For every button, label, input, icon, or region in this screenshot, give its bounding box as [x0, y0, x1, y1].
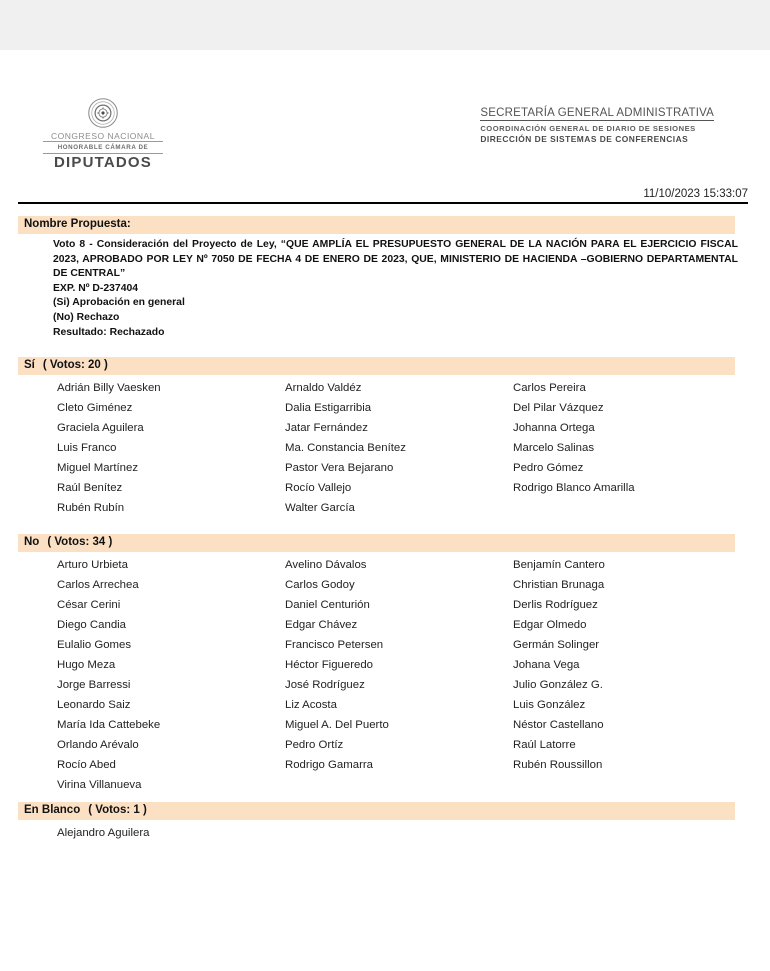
- congreso-logo: [43, 98, 163, 171]
- voter-name: Raúl Latorre: [513, 739, 576, 751]
- voter-name: José Rodríguez: [285, 679, 365, 691]
- band-label-en-blanco: [24, 804, 147, 816]
- document-header: [0, 50, 770, 171]
- voter-name: Dalia Estigarribia: [285, 402, 372, 414]
- voter-name: Julio González G.: [513, 679, 603, 691]
- voter-name: Eulalio Gomes: [57, 639, 132, 651]
- logo-line-diputados: DIPUTADOS: [53, 154, 153, 171]
- voter-name: Carlos Pereira: [513, 382, 586, 394]
- voter-name: Miguel Martínez: [57, 462, 139, 474]
- voter-name: Arturo Urbieta: [57, 559, 128, 571]
- voter-name: Héctor Figueredo: [285, 659, 374, 671]
- band-label-si: [24, 359, 108, 371]
- voter-name: Jorge Barressi: [57, 679, 131, 691]
- voter-name: Jatar Fernández: [285, 422, 368, 434]
- voter-name: Miguel A. Del Puerto: [285, 719, 389, 731]
- voter-name: Edgar Chávez: [285, 619, 358, 631]
- voter-name: Johana Vega: [513, 659, 580, 671]
- voter-name: Arnaldo Valdéz: [285, 382, 362, 394]
- band-no: [18, 534, 735, 552]
- voter-name: Diego Candia: [57, 619, 127, 631]
- voter-name: Derlis Rodríguez: [513, 599, 598, 611]
- voter-name: Hugo Meza: [57, 659, 116, 671]
- voter-name: Carlos Godoy: [285, 579, 355, 591]
- voter-name: Alejandro Aguilera: [57, 827, 150, 839]
- voter-name: Ma. Constancia Benítez: [285, 442, 406, 454]
- band-en-blanco: [18, 802, 735, 820]
- proposal-line-3: (No) Rechazo: [53, 311, 120, 323]
- secretaria-header: [480, 107, 714, 145]
- voter-name: Liz Acosta: [285, 699, 337, 711]
- voter-name: Francisco Petersen: [285, 639, 384, 651]
- voter-name: Pedro Gómez: [513, 462, 584, 474]
- voter-name: Rubén Rubín: [57, 502, 125, 514]
- voter-name: Benjamín Cantero: [513, 559, 605, 571]
- voter-name: María Ida Cattebeke: [57, 719, 161, 731]
- voter-name: Pastor Vera Bejarano: [285, 462, 394, 474]
- section-votes-si: ( Votos: 20 ): [42, 359, 108, 371]
- voter-name: Rocío Vallejo: [285, 482, 352, 494]
- voter-name: Rubén Roussillon: [513, 759, 603, 771]
- voter-name: Walter García: [285, 502, 355, 514]
- top-gray-band: [0, 0, 770, 50]
- voter-name: Rodrigo Blanco Amarilla: [513, 482, 635, 494]
- voter-name: Raúl Benítez: [57, 482, 123, 494]
- voter-name: Edgar Olmedo: [513, 619, 587, 631]
- section-name-no: No: [24, 536, 40, 548]
- voter-name: Cleto Giménez: [57, 402, 133, 414]
- voter-name: Néstor Castellano: [513, 719, 604, 731]
- section-name-en-blanco: En Blanco: [24, 804, 81, 816]
- timestamp-row: [18, 184, 748, 202]
- section-votes-en-blanco: ( Votos: 1 ): [88, 804, 147, 816]
- voter-name: Germán Solinger: [513, 639, 600, 651]
- voter-name: Rodrigo Gamarra: [285, 759, 373, 771]
- band-si: [18, 357, 735, 375]
- voter-name: Carlos Arrechea: [57, 579, 139, 591]
- band-label-no: [24, 536, 112, 548]
- voter-name: Luis Franco: [57, 442, 117, 454]
- proposal-line-0: Voto 8 - Consideración del Proyecto de Ley, “QUE AMPLÍA EL PRESUPUESTO GENERAL DE LA NACIÓN PARA EL EJERCICIO FISCAL 2023, APROBADO POR LEY Nº 7050 DE FECHA 4 DE ENERO DE 2023, QUE, MINISTERIO DE HACIENDA –GOBIERNO DEPARTAMENTAL DE CENTRAL”: [53, 239, 738, 280]
- band-proposal: [18, 216, 735, 234]
- voter-name: Pedro Ortíz: [285, 739, 344, 751]
- secretaria-subtitle-coordinacion: COORDINACIÓN GENERAL DE DIARIO DE SESIONES: [480, 124, 696, 133]
- voter-name: Del Pilar Vázquez: [513, 402, 604, 414]
- voter-name: Christian Brunaga: [513, 579, 605, 591]
- document-timestamp: 11/10/2023 15:33:07: [643, 188, 748, 200]
- voter-name: César Cerini: [57, 599, 121, 611]
- voter-name: Adrián Billy Vaesken: [57, 382, 161, 394]
- voter-name: Daniel Centurión: [285, 599, 370, 611]
- logo-line-camara: HONORABLE CÁMARA DE: [43, 141, 163, 154]
- proposal-line-1: EXP. Nº D-237404: [53, 282, 139, 294]
- proposal-text: [53, 238, 738, 340]
- coat-of-arms-seal-icon: [88, 98, 118, 128]
- voter-name: Luis González: [513, 699, 586, 711]
- voter-name: Marcelo Salinas: [513, 442, 595, 454]
- proposal-line-4: Resultado: Rechazado: [53, 326, 165, 338]
- proposal-line-2: (Si) Aprobación en general: [53, 297, 185, 309]
- section-votes-no: ( Votos: 34 ): [47, 536, 113, 548]
- section-name-si: Sí: [24, 359, 35, 371]
- secretaria-subtitle-direccion: DIRECCIÓN DE SISTEMAS DE CONFERENCIAS: [480, 134, 689, 144]
- voter-name: Orlando Arévalo: [57, 739, 139, 751]
- voter-name: Avelino Dávalos: [285, 559, 367, 571]
- voter-name: Leonardo Saiz: [57, 699, 131, 711]
- voter-name: Johanna Ortega: [513, 422, 595, 434]
- voter-name: Virina Villanueva: [57, 779, 142, 791]
- voter-name: Graciela Aguilera: [57, 422, 144, 434]
- logo-line-congreso: CONGRESO NACIONAL: [51, 131, 155, 141]
- document-page: [0, 50, 770, 971]
- header-divider: [18, 202, 748, 204]
- secretaria-title: SECRETARÍA GENERAL ADMINISTRATIVA: [480, 107, 714, 119]
- band-label-proposal: Nombre Propuesta:: [24, 218, 131, 230]
- voter-name: Rocío Abed: [57, 759, 116, 771]
